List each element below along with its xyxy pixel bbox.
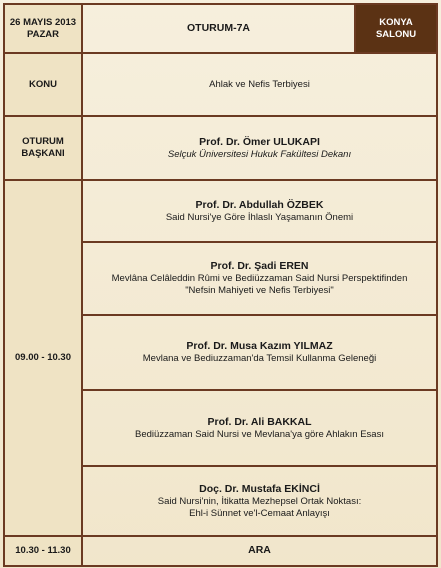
speaker-cell (82, 466, 437, 536)
day-text: PAZAR (26, 28, 60, 40)
topic-row (4, 53, 437, 116)
chair-affiliation: Selçuk Üniversitesi Hukuk Fakültesi Dekanı (167, 148, 352, 160)
session-title: OTURUM-7A (187, 21, 250, 34)
speaker-cell (82, 242, 437, 315)
speaker-name: Prof. Dr. Şadi EREN (210, 260, 309, 273)
hall-cell (355, 4, 437, 53)
break-time: 10.30 - 11.30 (4, 536, 82, 566)
chair-label-line1: OTURUM (22, 136, 64, 148)
speaker-name: Doç. Dr. Mustafa EKİNCİ (199, 482, 320, 495)
speaker-cell (82, 390, 437, 466)
talk-title: Mevlana ve Bediuzzaman'da Temsil Kullanma Geleneği (142, 353, 377, 365)
hall-label: SALONU (375, 28, 417, 40)
speaker-name: Prof. Dr. Musa Kazım YILMAZ (186, 340, 333, 352)
talk-title: Ehl-i Sünnet ve'l-Cemaat Anlayışı (189, 507, 330, 519)
session-cell (82, 4, 355, 53)
time-main: 09.00 - 10.30 (4, 180, 82, 536)
talk-title: Bediüzzaman Said Nursi ve Mevlana'ya göre Ahlakın Esası (135, 428, 384, 440)
topic-value: Ahlak ve Nefis Terbiyesi (82, 53, 437, 116)
chair-label-line2: BAŞKANI (21, 148, 65, 159)
break-row (4, 536, 437, 566)
speaker-cell (82, 315, 437, 390)
header-row (4, 4, 437, 53)
talk-title: Said Nursi'nin, İtikatta Mezhepsel Ortak Noktası: (157, 495, 362, 507)
chair-name: Prof. Dr. Ömer ULUKAPI (199, 135, 320, 148)
speaker-row (4, 180, 437, 242)
speaker-name: Prof. Dr. Abdullah ÖZBEK (195, 198, 324, 211)
topic-label: KONU (4, 53, 82, 116)
session-table (3, 3, 438, 567)
speaker-cell (82, 180, 437, 242)
break-label: ARA (248, 544, 271, 557)
chair-label (4, 116, 82, 180)
talk-title: Said Nursi'ye Göre İhlaslı Yaşamanın Önemi (165, 211, 354, 223)
chair-row (4, 116, 437, 180)
date-text: 26 MAYIS 2013 (9, 16, 77, 28)
speaker-name: Prof. Dr. Ali BAKKAL (207, 415, 312, 428)
talk-title: Mevlâna Celâleddin Rûmi ve Bediüzzaman Said Nursi Perspektifinden (111, 273, 408, 285)
chair-cell (82, 116, 437, 180)
date-cell (4, 4, 82, 53)
hall-name: KONYA (379, 16, 413, 28)
break-cell (82, 536, 437, 566)
talk-title: "Nefsin Mahiyeti ve Nefis Terbiyesi" (185, 285, 334, 297)
